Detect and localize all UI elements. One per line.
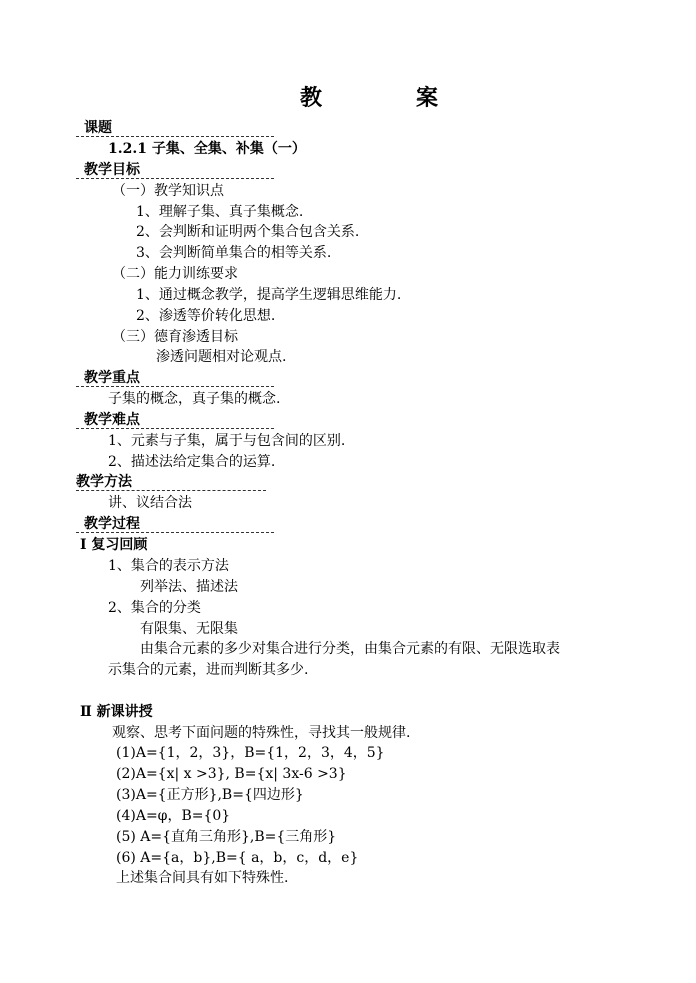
method-text: 讲、议结合法 [108,495,192,511]
example-item: (3)A={正方形},B={四边形} [116,787,304,803]
new-lesson-heading: Ⅱ 新课讲授 [80,704,153,720]
review-text: 列举法、描述法 [140,579,238,595]
goal3-item: 渗透问题相对论观点. [156,349,287,365]
example-item: (5) A={直角三角形},B={三角形} [116,829,337,845]
topic-rule [76,136,274,137]
focus-rule [76,386,274,387]
topic-title: 1.2.1 子集、全集、补集（一） [108,141,306,157]
closing-text: 上述集合间具有如下特殊性. [116,870,289,886]
goal1-item: 1、理解子集、真子集概念. [136,204,304,220]
review-item: 2、集合的分类 [108,600,201,616]
review-heading: Ⅰ 复习回顾 [80,537,148,553]
process-label: 教学过程 [84,516,140,532]
method-rule [76,490,266,491]
example-item: (1)A={1，2，3}，B={1，2，3，4，5} [116,745,385,761]
difficulty-rule [76,428,274,429]
goal2-item: 1、通过概念教学，提高学生逻辑思维能力. [136,287,402,303]
goal2-item: 2、渗透等价转化思想. [136,308,276,324]
page-title: 教 案 [300,85,475,111]
review-paragraph: 由集合元素的多少对集合进行分类，由集合元素的有限、无限选取表 [140,641,560,657]
topic-label: 课题 [84,120,112,136]
goal1-item: 3、会判断简单集合的相等关系. [136,245,332,261]
goal2-head: （二）能力训练要求 [112,266,238,282]
difficulty-item: 2、描述法给定集合的运算. [108,454,276,470]
review-paragraph: 示集合的元素，进而判断其多少. [108,662,309,678]
goal3-head: （三）德育渗透目标 [112,329,238,345]
goal1-head: （一）教学知识点 [112,183,224,199]
review-text: 有限集、无限集 [140,621,238,637]
focus-text: 子集的概念，真子集的概念. [108,391,281,407]
new-lesson-intro: 观察、思考下面问题的特殊性，寻找其一般规律. [112,725,411,741]
process-rule [76,532,274,533]
goals-rule [76,178,274,179]
example-item: (4)A=φ，B={0} [116,808,231,824]
goals-label: 教学目标 [84,162,140,178]
method-label: 教学方法 [76,474,132,490]
example-item: (2)A={x| x >3}, B={x| 3x-6 >3} [116,766,347,782]
difficulty-item: 1、元素与子集，属于与包含间的区别. [108,433,346,449]
goal1-item: 2、会判断和证明两个集合包含关系. [136,224,360,240]
example-item: (6) A={a，b},B={ a，b，c，d，e} [116,850,359,866]
review-item: 1、集合的表示方法 [108,558,229,574]
focus-label: 教学重点 [84,370,140,386]
difficulty-label: 教学难点 [84,412,140,428]
